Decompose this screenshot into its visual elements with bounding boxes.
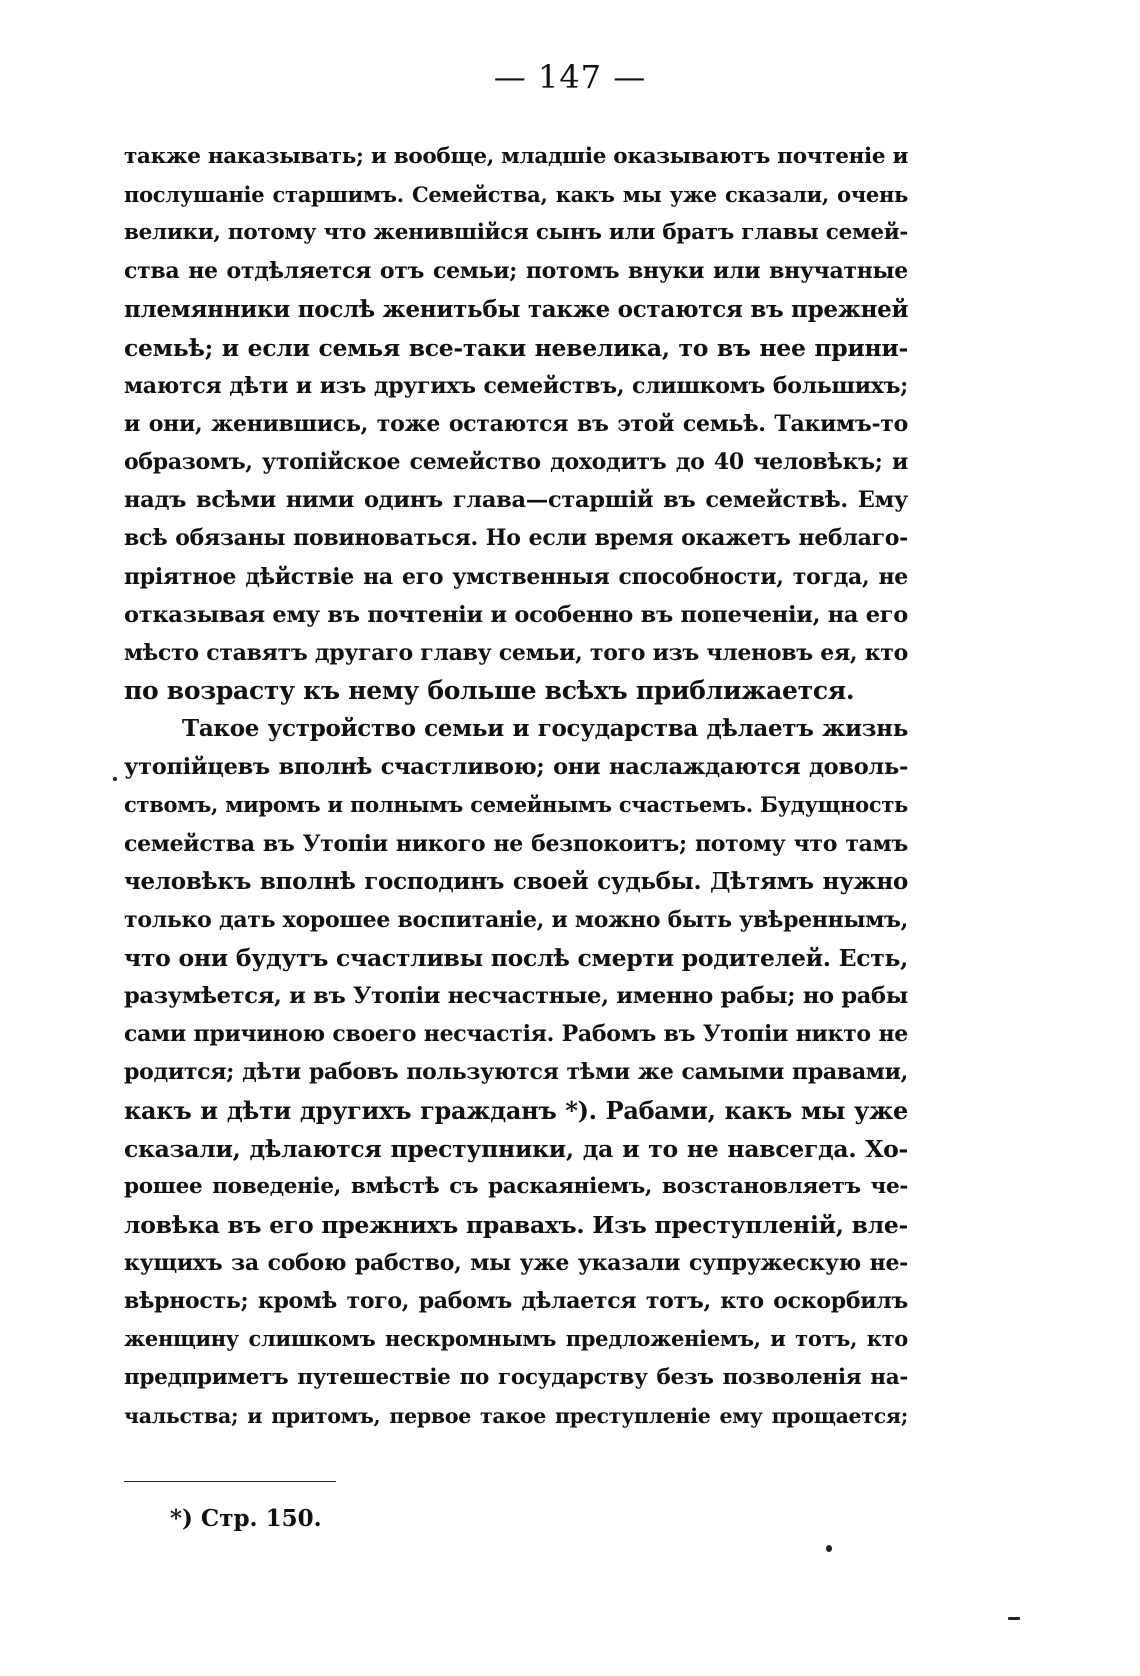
scan-speck xyxy=(113,777,117,781)
text-line: вѣрность; кромѣ того, рабомъ дѣлается тотъ, кто оскорбилъ xyxy=(124,1288,908,1315)
text-line: маются дѣти и изъ другихъ семействъ, слишкомъ большихъ; xyxy=(124,372,908,399)
text-line: послушаніе старшимъ. Семейства, какъ мы уже сказали, очень xyxy=(124,182,908,208)
footnote: *) Стр. 150. xyxy=(170,1505,322,1532)
text-line: чальства; и притомъ, первое такое преступленіе ему прощается; xyxy=(124,1403,908,1428)
text-line: только дать хорошее воспитаніе, и можно быть увѣреннымъ, xyxy=(124,906,908,933)
body-text xyxy=(124,138,908,1435)
text-line: велики, потому что женившійся сынъ или братъ главы семей- xyxy=(124,220,908,246)
text-line: семейства въ Утопіи никого не безпокоитъ; потому что тамъ xyxy=(124,830,908,857)
text-line: мѣсто ставятъ другаго главу семьи, того изъ членовъ ея, кто xyxy=(124,639,908,666)
text-line: сказали, дѣлаются преступники, да и то не навсегда. Хо- xyxy=(124,1134,908,1163)
text-line: сами причиною своего несчастія. Рабомъ въ Утопіи никто не xyxy=(124,1021,908,1048)
text-line: утопійцевъ вполнѣ счастливою; они наслаждаются доволь- xyxy=(124,754,908,781)
text-line: ловѣка въ его прежнихъ правахъ. Изъ преступленій, вле- xyxy=(124,1210,908,1239)
text-line: по возрасту къ нему больше всѣхъ приближается. xyxy=(124,675,855,705)
text-line: родится; дѣти рабовъ пользуются тѣми же самыми правами, xyxy=(124,1059,908,1086)
text-line: образомъ, утопійское семейство доходитъ до 40 человѣкъ; и xyxy=(124,449,908,476)
text-line: ства не отдѣляется отъ семьи; потомъ внуки или внучатные xyxy=(124,258,908,285)
text-line: разумѣется, и въ Утопіи несчастные, именно рабы; но рабы xyxy=(124,983,908,1010)
text-line: племянники послѣ женитьбы также остаются въ прежней xyxy=(124,295,909,323)
text-line: отказывая ему въ почтеніи и особенно въ попеченіи, на его xyxy=(124,601,908,628)
scan-speck xyxy=(826,1545,832,1552)
text-line: кущихъ за собою рабство, мы уже указали супружескую не- xyxy=(124,1250,908,1277)
text-line: также наказывать; и вообще, младшіе оказываютъ почтеніе и xyxy=(124,144,909,169)
text-line: какъ и дѣти другихъ гражданъ *). Рабами, какъ мы уже xyxy=(124,1095,908,1125)
text-line: предприметъ путешествіе по государству безъ позволенія на- xyxy=(124,1364,908,1390)
text-line: Такое устройство семьи и государства дѣлаетъ жизнь xyxy=(182,715,908,743)
footnote-divider xyxy=(124,1481,336,1482)
text-line: женщину слишкомъ нескромнымъ предложеніемъ, и тотъ, кто xyxy=(124,1326,908,1352)
text-line: надъ всѣми ними одинъ глава—старшій въ семействѣ. Ему xyxy=(124,487,908,514)
scan-speck xyxy=(1008,1617,1020,1620)
text-line: человѣкъ вполнѣ господинъ своей судьбы. Дѣтямъ нужно xyxy=(124,867,908,895)
text-line: ствомъ, миромъ и полнымъ семейнымъ счастьемъ. Будущность xyxy=(124,792,908,818)
text-line: рошее поведеніе, вмѣстѣ съ раскаяніемъ, возстановляетъ че- xyxy=(124,1173,908,1199)
text-line: пріятное дѣйствіе на его умственныя способности, тогда, не xyxy=(124,563,908,590)
text-line: всѣ обязаны повиноваться. Но если время окажетъ неблаго- xyxy=(124,525,908,552)
text-line: и они, женившись, тоже остаются въ этой семьѣ. Такимъ-то xyxy=(124,410,908,437)
page-number: — 147 — xyxy=(493,58,647,96)
text-line: семьѣ; и если семья все-таки невелика, то въ нее прини- xyxy=(124,333,908,362)
text-line: что они будутъ счастливы послѣ смерти родителей. Есть, xyxy=(124,943,908,972)
